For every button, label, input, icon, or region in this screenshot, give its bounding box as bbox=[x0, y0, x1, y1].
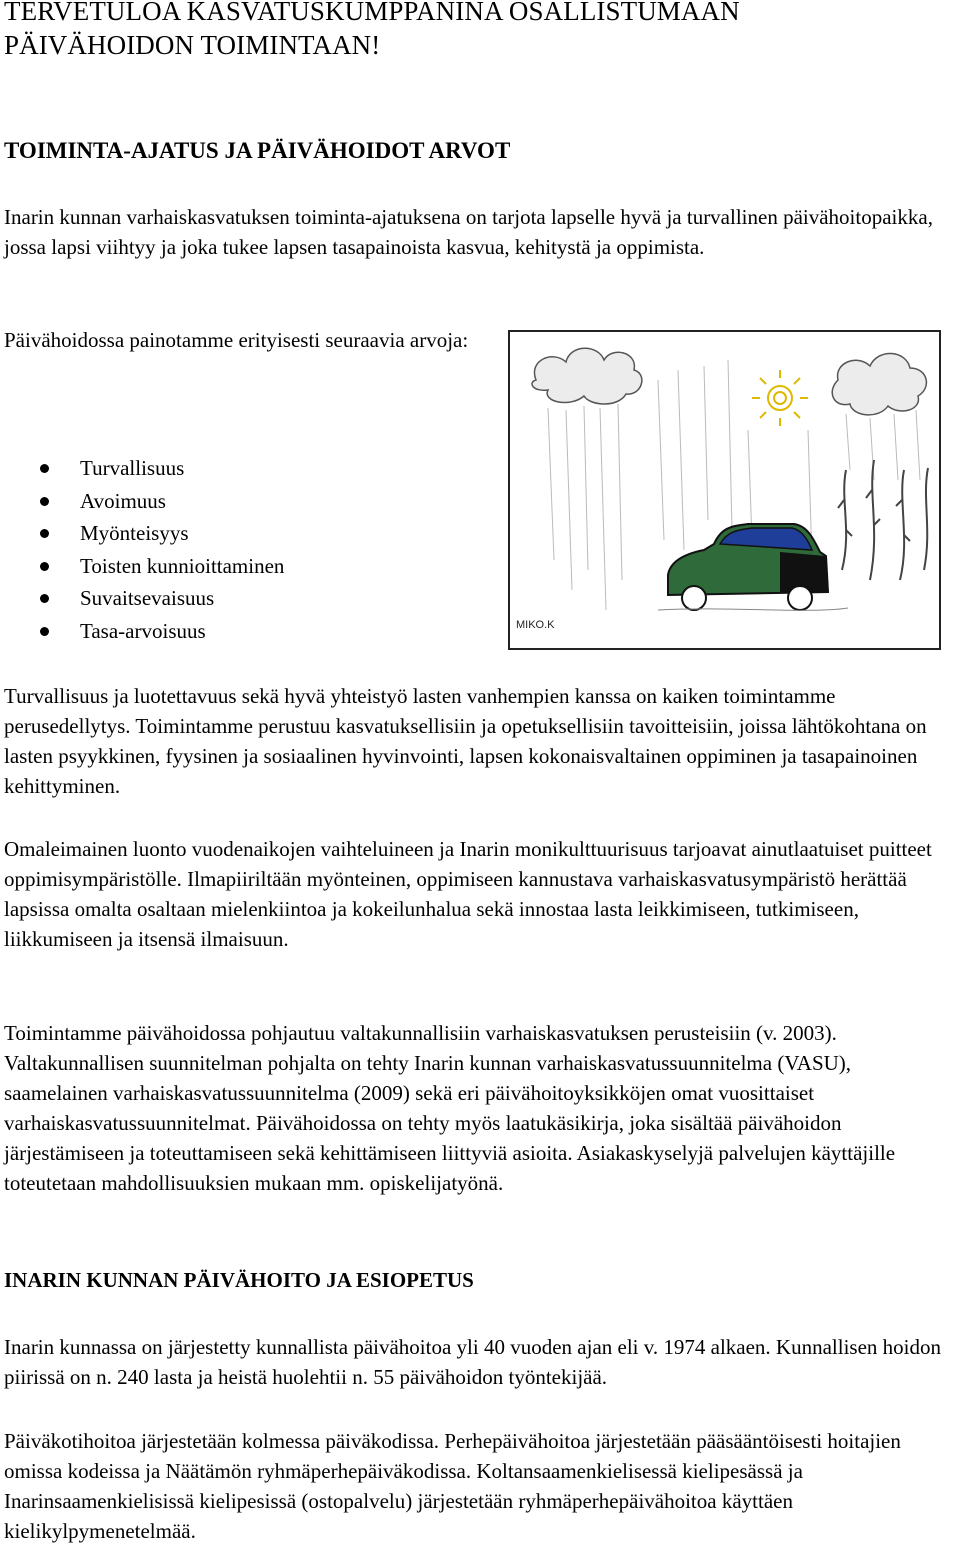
list-item bbox=[38, 452, 284, 485]
list-item bbox=[38, 582, 284, 615]
list-item bbox=[38, 615, 284, 648]
list-item bbox=[38, 550, 284, 583]
bullet-icon bbox=[40, 627, 49, 636]
value-label: Myönteisyys bbox=[80, 521, 189, 545]
value-label: Toisten kunnioittaminen bbox=[80, 553, 285, 578]
paragraph-trust: Turvallisuus ja luotettavuus sekä hyvä yhteistyö lasten vanhempien kanssa on kaiken toimintamme perusedellytys. Toimintamme perustuu kasvatuksellisiin ja opetuksellisiin tavoitteisiin, joissa lähtökohtana on lasten psyykkinen, fyysinen ja sosiaalinen hyvinvointi, lapsen kokonaisvaltainen oppiminen ja tasapainoinen kehittyminen. bbox=[4, 684, 927, 798]
value-label: Suvaitsevaisuus bbox=[80, 586, 215, 610]
drawing-signature: MIKO.K bbox=[516, 619, 555, 631]
value-label: Avoimuus bbox=[80, 488, 166, 513]
page-title-line-2: PÄIVÄHOIDON TOIMINTAAN! bbox=[4, 30, 381, 60]
intro-paragraph: Inarin kunnan varhaiskasvatuksen toiminta-ajatuksena on tarjota lapselle hyvä ja turvallinen päivähoitopaikka, jossa lapsi viihtyy ja joka tukee lapsen tasapainoista kasvua, kehitystä ja oppimista. bbox=[4, 205, 933, 259]
bullet-icon bbox=[40, 529, 49, 538]
cloud-left-icon bbox=[532, 348, 642, 404]
page-title-line-1: TERVETULOA KASVATUSKUMPPANINA OSALLISTUMAAN bbox=[4, 0, 740, 26]
paragraph-organisation: Päiväkotihoitoa järjestetään kolmessa päiväkodissa. Perhepäivähoitoa järjestetään pääsääntöisesti hoitajien omissa kodeissa ja Näätämön ryhmäperhepäiväkodissa. Koltansaamenkielisessä kielipesässä ja Inarinsaamenkielisissä kielipesissä (ostopalvelu) järjestetään ryhmäperhepäivähoitoa käyttäen kielikylpymenetelmää. bbox=[4, 1429, 901, 1543]
section-heading-values: TOIMINTA-AJATUS JA PÄIVÄHOIDOT ARVOT bbox=[4, 138, 511, 163]
list-item bbox=[38, 485, 284, 518]
bullet-icon bbox=[40, 562, 49, 571]
paragraph-curriculum: Toimintamme päivähoidossa pohjautuu valtakunnallisiin varhaiskasvatuksen perusteisiin (v. 2003). Valtakunnallisen suunnitelman pohjalta on tehty Inarin kunnan varhaiskasvatussuunnitelma (VASU), saamelainen varhaiskasvatussuunnitelma (2009) sekä eri päivähoitoyksikköjen omat vuosittaiset varhaiskasvatussuunnitelmat. Päivähoidossa on tehty myös laatukäsikirja, joka sisältää päivähoidon järjestämiseen ja toteuttamiseen sekä kehittämiseen liittyviä asioita. Asiakaskyselyjä palvelujen käyttäjille toteutetaan mahdollisuuksien mukaan mm. opiskelijatyönä. bbox=[4, 1021, 896, 1195]
values-list bbox=[38, 452, 284, 647]
list-item bbox=[38, 517, 284, 550]
bullet-icon bbox=[40, 594, 49, 603]
paragraph-nature: Omaleimainen luonto vuodenaikojen vaihteluineen ja Inarin monikulttuurisuus tarjoavat ainutlaatuiset puitteet oppimisympäristölle. Ilmapiiriltään myönteinen, oppimiseen kannustava varhaiskasvatusympäristö herättää lapsissa omalta osaltaan mielenkiintoa ja kokeilunhalua sekä innostaa lasta leikkimiseen, tutkimiseen, liikkumiseen ja itsensä ilmaisuun. bbox=[4, 837, 932, 951]
page-title bbox=[4, 0, 954, 62]
bullet-icon bbox=[40, 497, 49, 506]
values-intro: Päivähoidossa painotamme erityisesti seuraavia arvoja: bbox=[4, 328, 469, 352]
bullet-icon bbox=[40, 464, 49, 473]
section-heading-inari: INARIN KUNNAN PÄIVÄHOITO JA ESIOPETUS bbox=[4, 1268, 474, 1292]
child-drawing-car-in-rain bbox=[508, 330, 941, 650]
value-label: Tasa-arvoisuus bbox=[80, 618, 206, 643]
value-label: Turvallisuus bbox=[80, 456, 185, 480]
paragraph-history: Inarin kunnassa on järjestetty kunnallista päivähoitoa yli 40 vuoden ajan eli v. 1974 alkaen. Kunnallisen hoidon piirissä on n. 240 lasta ja heistä huolehtii n. 55 päivähoidon työntekijää. bbox=[4, 1335, 942, 1389]
